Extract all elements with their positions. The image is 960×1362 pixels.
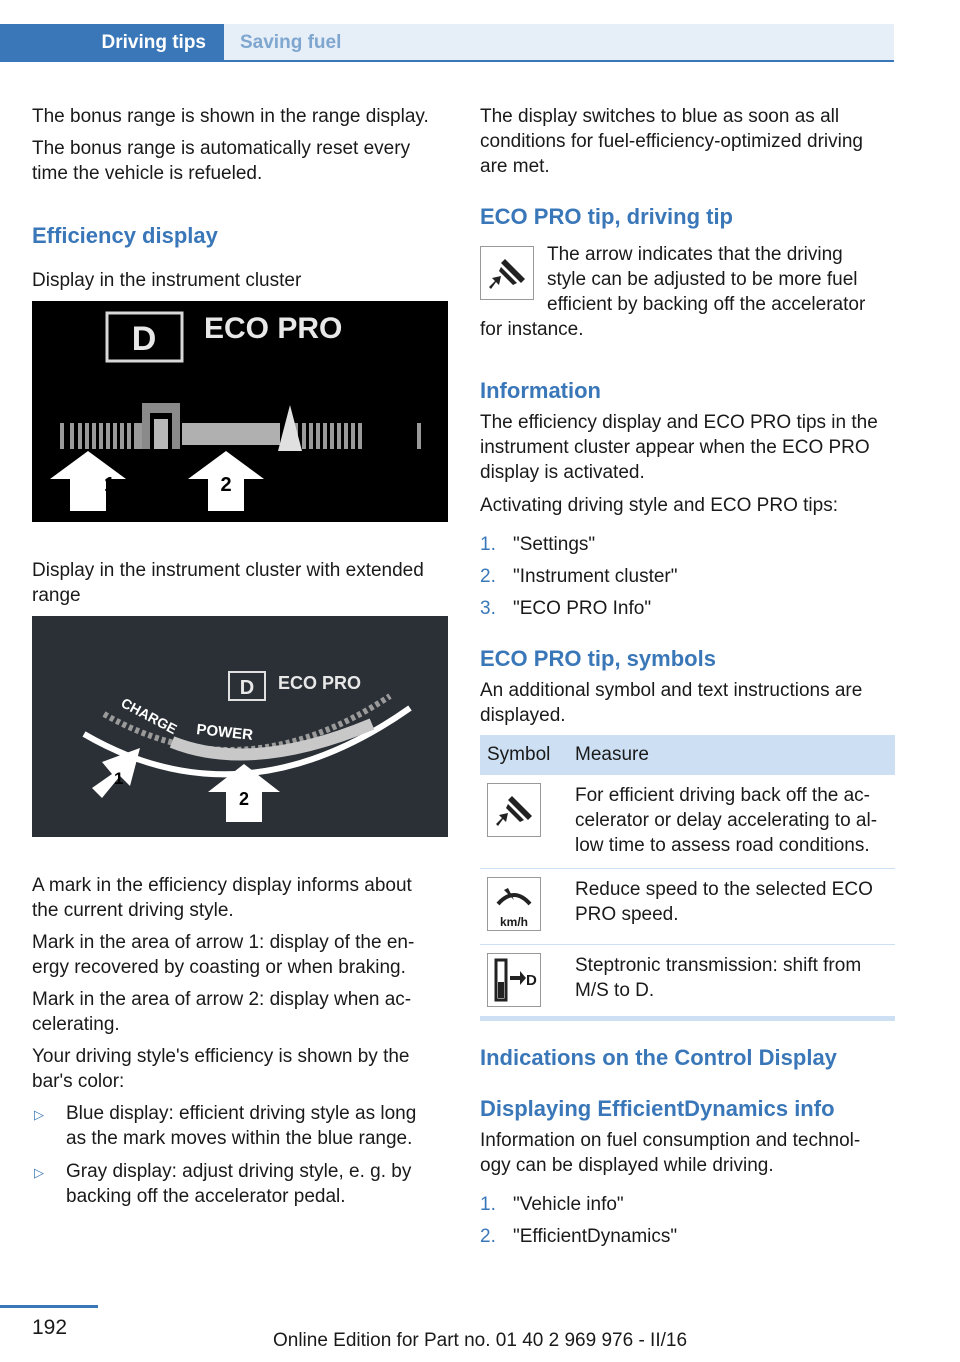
measure-line: PRO speed. (575, 904, 679, 925)
step-vehicle-info: "Vehicle info" (513, 1194, 624, 1215)
heading-eco-pro-tip: ECO PRO tip, driving tip (480, 204, 733, 229)
step-number: 1. (480, 534, 496, 555)
gear-selector-icon (487, 953, 541, 1007)
caption-extended-range-1: Display in the instrument cluster with extended (32, 560, 424, 581)
efficiency-mark (278, 405, 302, 451)
info-text-3: display is activated. (480, 462, 645, 483)
symbols-intro-2: displayed. (480, 705, 566, 726)
table-row (480, 775, 895, 869)
edition-footer: Online Edition for Part no. 01 40 2 969 976 - II/16 (272, 1330, 688, 1351)
measure-line: Steptronic transmission: shift from (575, 955, 862, 976)
heading-efficiency-display: Efficiency display (32, 223, 218, 248)
symbol-table (480, 735, 895, 1021)
efficiency-display-illustration (32, 301, 448, 522)
arrow-1-label: 1 (114, 769, 124, 788)
eco-pro-label: ECO PRO (278, 673, 362, 693)
gear-letter: D (239, 677, 255, 699)
tab-driving-tips[interactable]: Driving tips (0, 24, 224, 62)
dyn-text-1: Information on fuel consumption and technol‐ (480, 1130, 861, 1151)
extended-range-figure (32, 616, 448, 837)
tip-text-1: The arrow indicates that the driving (547, 244, 843, 265)
measure-cell (568, 775, 895, 869)
measure-cell (568, 869, 895, 945)
heading-eco-pro-symbols: ECO PRO tip, symbols (480, 646, 716, 671)
symbol-cell (480, 775, 568, 869)
page-number: 192 (32, 1316, 68, 1339)
kmh-label: km/h (499, 915, 528, 929)
measure-line: M/S to D. (575, 980, 655, 1001)
symbol-cell (480, 945, 568, 1021)
step-number: 2. (480, 566, 496, 587)
mark-info-2: the current driving style. (32, 900, 234, 921)
tip-text-2: style can be adjusted to be more fuel (547, 269, 858, 290)
drive-letter: D (526, 972, 537, 989)
tip-text-4: for instance. (480, 319, 584, 340)
info-text-1: The efficiency display and ECO PRO tips in the (480, 412, 878, 433)
arrow1-info-2: ergy recovered by coasting or when braking. (32, 957, 406, 978)
bullet-gray-2: backing off the accelerator pedal. (66, 1186, 346, 1207)
caption-extended-range-2: range (32, 585, 81, 606)
bullet-gray-1: Gray display: adjust driving style, e. g. by (66, 1161, 412, 1182)
tip-text-3: efficient by backing off the accelerator (547, 294, 866, 315)
measure-line: low time to assess road conditions. (575, 835, 870, 856)
speed-gauge-icon (487, 877, 541, 931)
bar-marker-inner (154, 419, 168, 449)
measure-cell (568, 945, 895, 1021)
arrow1-info-1: Mark in the area of arrow 1: display of the en‐ (32, 932, 415, 953)
col-symbol: Symbol (480, 735, 568, 775)
bonus-reset-text-1: The bonus range is automatically reset every (32, 138, 411, 159)
display-blue-2: conditions for fuel-efficiency-optimized driving (480, 131, 863, 152)
table-row (480, 945, 895, 1021)
table-row (480, 869, 895, 945)
page-number-rule (0, 1305, 98, 1308)
activating-text: Activating driving style and ECO PRO tips: (480, 495, 838, 516)
arrow2-info-1: Mark in the area of arrow 2: display when ac‐ (32, 989, 412, 1010)
efficiency-display-figure (32, 301, 448, 522)
heading-efficientdynamics: Displaying EfficientDynamics info (480, 1096, 835, 1121)
dyn-text-2: ogy can be displayed while driving. (480, 1155, 774, 1176)
eco-pro-label: ECO PRO (204, 312, 343, 345)
bullet-triangle-icon: ▷ (34, 1165, 44, 1180)
efficiency-bar-fill (182, 423, 280, 445)
tab-saving-fuel[interactable]: Saving fuel (224, 24, 894, 62)
bonus-reset-text-2: time the vehicle is refueled. (32, 163, 263, 184)
bullet-blue-2: as the mark moves within the blue range. (66, 1128, 413, 1149)
caption-instrument-cluster: Display in the instrument cluster (32, 270, 302, 291)
arrow-1-label: 1 (104, 474, 116, 496)
symbols-intro-1: An additional symbol and text instructions are (480, 680, 863, 701)
charge-label: CHARGE (118, 694, 180, 738)
arrow-2-label: 2 (220, 474, 232, 496)
power-label: POWER (195, 721, 254, 744)
bonus-range-text: The bonus range is shown in the range display. (32, 106, 429, 127)
driving-tip-icon-box (480, 246, 534, 300)
foot-off-pedal-icon (487, 783, 541, 837)
bar-color-info-2: bar's color: (32, 1071, 125, 1092)
arrow-2-label: 2 (238, 789, 250, 809)
bullet-blue-1: Blue display: efficient driving style as long (66, 1103, 417, 1124)
foot-off-pedal-icon (481, 247, 533, 299)
step-eco-pro-info: "ECO PRO Info" (513, 598, 652, 619)
display-blue-3: are met. (480, 156, 550, 177)
step-number: 1. (480, 1194, 496, 1215)
step-settings: "Settings" (513, 534, 596, 555)
heading-information: Information (480, 378, 601, 403)
bullet-triangle-icon: ▷ (34, 1107, 44, 1122)
col-measure: Measure (568, 735, 895, 775)
step-instrument-cluster: "Instrument cluster" (513, 566, 678, 587)
symbol-cell (480, 869, 568, 945)
heading-control-display: Indications on the Control Display (480, 1045, 837, 1070)
gear-letter: D (131, 320, 157, 358)
table-header-row (480, 735, 895, 775)
step-efficientdynamics: "EfficientDynamics" (513, 1226, 678, 1247)
bar-color-info-1: Your driving style's efficiency is shown by the (32, 1046, 410, 1067)
arrow2-info-2: celerating. (32, 1014, 120, 1035)
mark-info-1: A mark in the efficiency display informs about (32, 875, 412, 896)
step-number: 3. (480, 598, 496, 619)
measure-line: Reduce speed to the selected ECO (575, 879, 873, 900)
extended-range-illustration (32, 616, 448, 837)
step-number: 2. (480, 1226, 496, 1247)
measure-line: celerator or delay accelerating to al‐ (575, 810, 878, 831)
table-bottom-rule (480, 1016, 895, 1021)
header-rule (224, 60, 894, 62)
measure-line: For efficient driving back off the ac‐ (575, 785, 871, 806)
display-blue-1: The display switches to blue as soon as all (480, 106, 840, 127)
info-text-2: instrument cluster appear when the ECO PRO (480, 437, 870, 458)
